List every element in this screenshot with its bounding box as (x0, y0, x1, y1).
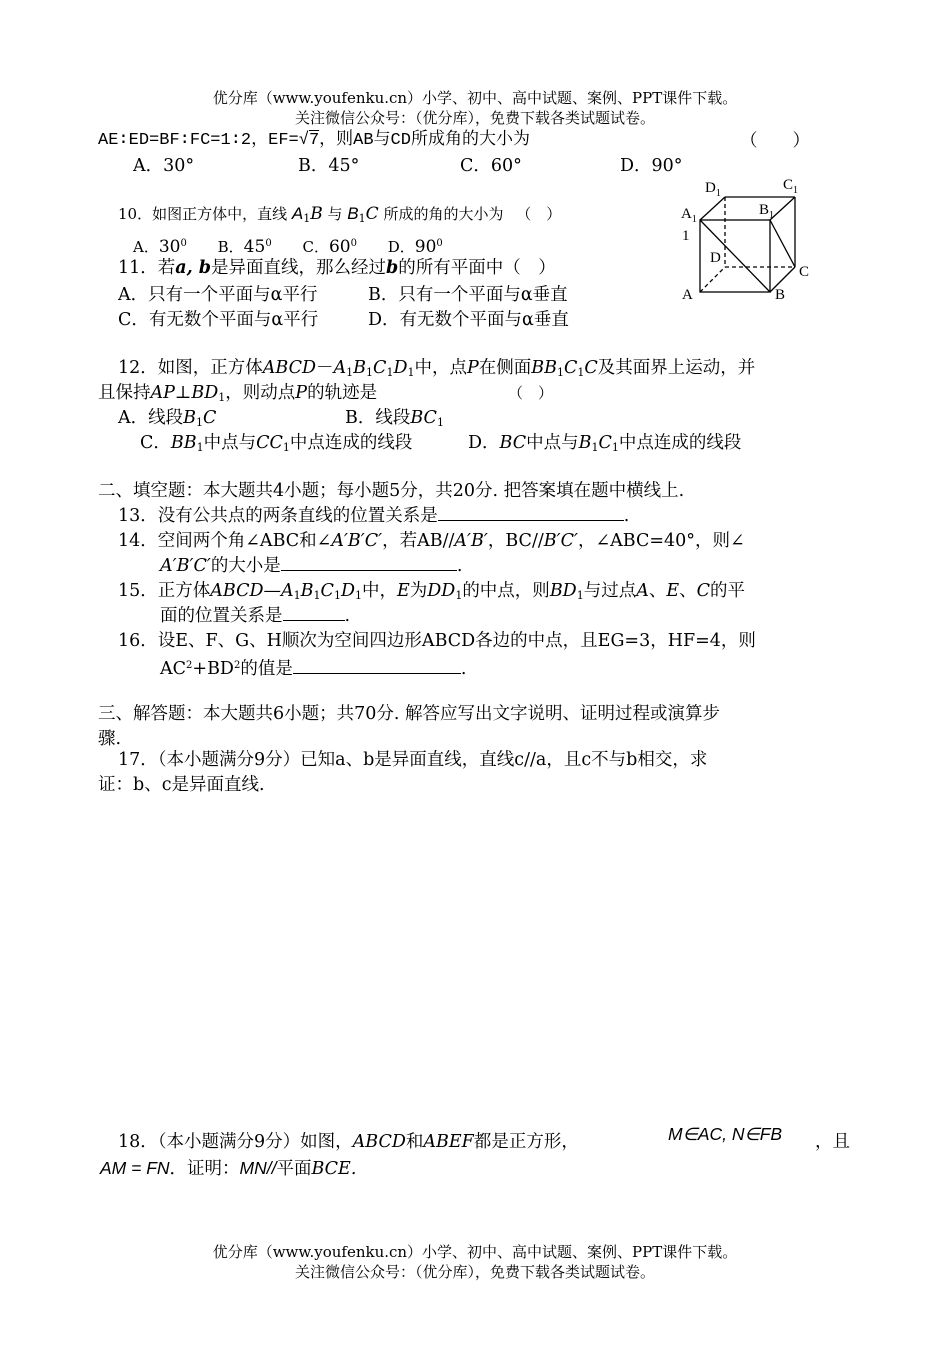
footer-line-1: 优分库（www.youfenku.cn）小学、初中、高中试题、案例、PPT课件下载。 (212, 1243, 738, 1261)
q12-option-a: A．线段$B_1C$ (118, 408, 217, 429)
q9-option-d: D．90° (620, 156, 683, 176)
q16-line-2: $AC^2+BD^2$的值是 . (160, 659, 467, 679)
section2-title: 二、填空题：本大题共4小题；每小题5分，共20分. 把答案填在题中横线上. (98, 481, 685, 501)
q17-line-2: 证：b、c是异面直线. (98, 775, 265, 795)
q14-line-2: A′B′C′的大小是 . (160, 556, 463, 576)
label-c: C (799, 264, 810, 280)
q15-line-2: 面的位置关系是 . (160, 606, 351, 626)
label-b1: $B_1$ (759, 202, 775, 221)
q10-stem: 10．如图正方体中，直线 $A_1B$ 与 $B_1C$ 所成的角的大小为 （ ） (118, 204, 562, 225)
header-line-2: 关注微信公众号：（优分库），免费下载各类试题试卷。 (294, 109, 655, 127)
q12-line-2: 且保持$AP\perp BD_1$，则动点P的轨迹是 (98, 383, 378, 404)
q11-option-d: D．有无数个平面与α垂直 (368, 310, 569, 330)
footer-line-2: 关注微信公众号：（优分库），免费下载各类试题试卷。 (294, 1263, 655, 1281)
cube-figure (675, 175, 835, 310)
q14-line-1: 14．空间两个角∠ABC和∠A′B′C′，若AB//A′B′，BC//B′C′，∠ABC=40°，则∠ (118, 531, 745, 551)
q9-bracket: （ ） (740, 131, 810, 151)
q12-option-c: C．$BB_1$中点与$CC_1$中点连成的线段 (140, 433, 413, 454)
q9-option-c: C．60° (460, 156, 522, 176)
q9-option-b: B．45° (298, 156, 360, 176)
q10-options: A．$30^0$ B．$45^0$ C．$60^0$ D．$90^0$ (133, 237, 443, 257)
q18-condition: M∈AC, N∈FB (668, 1124, 783, 1144)
q12-bracket: （ ） (508, 384, 554, 402)
q16-line-1: 16．设E、F、G、H顺次为空间四边形ABCD各边的中点，且EG=3，HF=4，则 (118, 631, 756, 651)
section3-title: 三、解答题：本大题共6小题；共70分. 解答应写出文字说明、证明过程或演算步 (98, 704, 721, 724)
q11-stem: 11．若a, b是异面直线，那么经过b的所有平面中（ ） (118, 258, 556, 278)
q11-option-a: A．只有一个平面与α平行 (118, 285, 318, 305)
q11-option-c: C．有无数个平面与α平行 (118, 310, 319, 330)
label-c1: $C_1$ (783, 177, 799, 196)
q9-option-a: A．30° (133, 156, 195, 176)
q12-option-d: D．BC中点与$B_1C_1$中点连成的线段 (468, 433, 742, 454)
label-d1: $D_1$ (705, 180, 721, 199)
q17-line-1: 17．（本小题满分9分）已知a、b是异面直线，直线c//a，且c不与b相交，求 (118, 750, 708, 770)
section3-title-cont: 骤. (98, 729, 122, 749)
label-d: D (710, 250, 721, 266)
label-a1: $A_1$ (681, 206, 697, 225)
q18-line-1: 18．（本小题满分9分）如图，ABCD和ABEF都是正方形， (118, 1132, 579, 1152)
label-b: B (775, 287, 786, 303)
q18-line-2: AM = FN．证明：MN//平面BCE. (100, 1158, 357, 1179)
q9-stem: AE∶ED=BF∶FC=1∶2，EF=√7，则AB与CD所成角的大小为 (98, 131, 530, 150)
diagonal-b1c (770, 220, 795, 267)
q18-and: ，且 (815, 1132, 850, 1152)
q13: 13．没有公共点的两条直线的位置关系是 . (118, 506, 630, 526)
header-line-1: 优分库（www.youfenku.cn）小学、初中、高中试题、案例、PPT课件下载。 (212, 89, 738, 107)
q12-line-1: 12．如图，正方体$ABCD-A_1B_1C_1D_1$中，点P在侧面$BB_1C_1C$及其面界上运动，并 (118, 358, 756, 379)
label-a: A (682, 287, 693, 303)
q11-option-b: B．只有一个平面与α垂直 (368, 285, 568, 305)
q15-line-1: 15．正方体$ABCD—A_1B_1C_1D_1$中，E为$DD_1$的中点，则$BD_1$与过点A、E、C的平 (118, 581, 746, 602)
label-one: 1 (682, 228, 690, 244)
q12-option-b: B．线段$BC_1$ (345, 408, 444, 429)
